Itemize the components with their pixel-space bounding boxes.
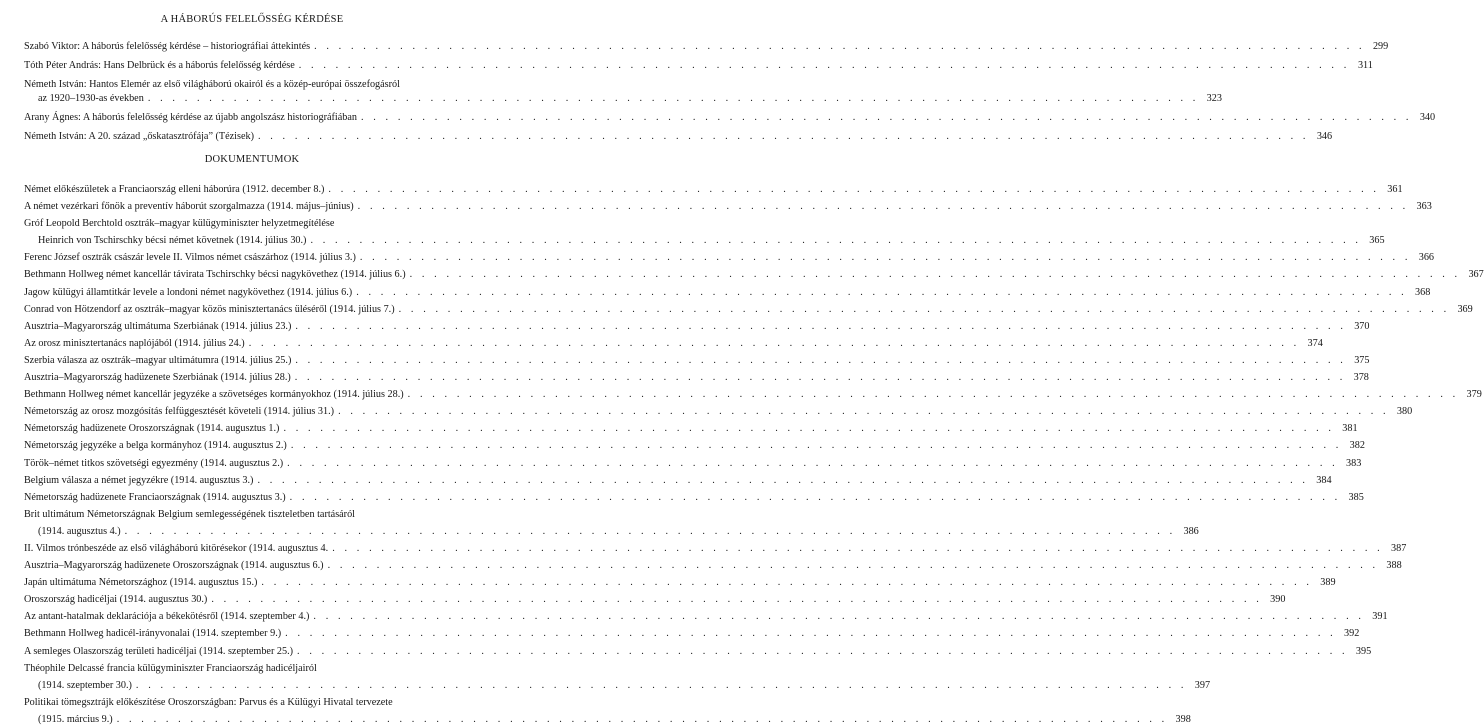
- toc-page-number: 299: [1372, 41, 1389, 52]
- toc-entry-title: A semleges Olaszország területi hadicéljai (1914. szeptember 25.): [24, 645, 294, 657]
- toc-entry: [24, 181, 1403, 198]
- toc-entry-title: Németország jegyzéke a belga kormányhoz (1914. augusztus 2.): [24, 440, 287, 452]
- toc-entry: [24, 625, 1360, 642]
- toc-entry-title: Ausztria–Magyarország hadüzenete Szerbiának (1914. július 28.): [24, 372, 291, 384]
- toc-entry-line: [24, 181, 1403, 198]
- toc-entry: [24, 386, 1482, 403]
- toc-entry-title: az 1920–1930-as években: [38, 93, 144, 105]
- toc-page-number: 346: [1316, 131, 1333, 143]
- toc-page-number: 370: [1354, 320, 1370, 332]
- toc-entry-line: [24, 403, 1413, 420]
- toc-entry: [24, 111, 1436, 125]
- toc-entry: [24, 574, 1336, 591]
- toc-entry-title: Politikai tömegsztrájk előkészítése Oroszországban: Parvus és a Külügyi Hivatal tervezete: [24, 696, 393, 708]
- dot-leader: [356, 284, 1407, 301]
- toc-entry: [24, 78, 1222, 106]
- toc-entry-title: Bethmann Hollweg német kancellár jegyzéke a szövetséges kormányokhoz (1914. július 28.): [24, 389, 404, 401]
- toc-entry-title: Japán ultimátuma Németországhoz (1914. augusztus 15.): [24, 577, 258, 589]
- section-heading-war-guilt: A HÁBORÚS FELELŐSSÉG KÉRDÉSE: [160, 14, 344, 25]
- toc-entry-line: [24, 386, 1482, 403]
- toc-entry: [24, 455, 1362, 472]
- toc-entry: [24, 420, 1358, 437]
- dot-leader: [249, 335, 1300, 352]
- toc-entry-line: [24, 111, 1436, 125]
- dot-leader: [313, 608, 1364, 625]
- section-heading-documents: DOKUMENTUMOK: [204, 154, 300, 165]
- toc-entry-line: [24, 249, 1434, 266]
- toc-entry-title: Szerbia válasza az osztrák–magyar ultimátumra (1914. július 25.): [24, 354, 292, 366]
- toc-entry-line: [24, 677, 1211, 694]
- dot-leader: [299, 59, 1350, 73]
- toc-entry-line: [24, 437, 1365, 454]
- toc-entry-line: [24, 92, 1222, 106]
- toc-page-number: 365: [1369, 235, 1385, 247]
- toc-page-number: 384: [1316, 474, 1332, 486]
- toc-entry-line: [24, 711, 1191, 728]
- toc-page-number: 375: [1354, 354, 1370, 366]
- toc-entry: [24, 130, 1333, 144]
- toc-entry-line: [24, 591, 1286, 608]
- toc-entry-line: [24, 284, 1431, 301]
- dot-leader: [297, 643, 1348, 660]
- toc-entry-title: Bethmann Hollweg hadicél-irányvonalai (1914. szeptember 9.): [24, 628, 282, 640]
- toc-entry-title: Németország hadüzenete Franciaországnak (1914. augusztus 3.): [24, 491, 286, 503]
- dot-leader: [291, 437, 1342, 454]
- toc-page-number: 368: [1415, 286, 1431, 298]
- toc-entry: [24, 352, 1370, 369]
- toc-entry-title: Jagow külügyi államtitkár levele a londoni német nagykövethez (1914. július 6.): [24, 286, 353, 298]
- toc-page-number: 398: [1175, 713, 1191, 725]
- dot-leader: [361, 111, 1412, 125]
- toc-entry-line: [24, 489, 1364, 506]
- toc-entry-line: [24, 130, 1333, 144]
- toc-entry-title: Németh István: A 20. század „őskatasztrófája” (Tézisek): [24, 131, 254, 143]
- toc-entry: [24, 266, 1484, 283]
- toc-entry: [24, 643, 1372, 660]
- toc-page-number: 395: [1355, 645, 1372, 657]
- toc-entry: [24, 472, 1332, 489]
- toc-page-number: 311: [1357, 60, 1373, 72]
- toc-entry: [24, 198, 1432, 215]
- toc-entry-title: (1914. augusztus 4.): [38, 525, 121, 537]
- toc-entry-title: Bethmann Hollweg német kancellár távirata Tschirschky bécsi nagykövethez (1914. július 6.): [24, 269, 406, 281]
- toc-entry-title: Théophile Delcassé francia külügyminiszter Franciaország hadicéljairól: [24, 662, 317, 674]
- toc-entry-line: [24, 420, 1358, 437]
- toc-entry-title: Németország hadüzenete Oroszországnak (1914. augusztus 1.): [24, 423, 280, 435]
- toc-page-number: 388: [1386, 560, 1402, 572]
- toc-entry-title: Gróf Leopold Berchtold osztrák–magyar külügyminiszter helyzetmegítélése: [24, 218, 335, 230]
- toc-entry-title: Belgium válasza a német jegyzékre (1914. augusztus 3.): [24, 474, 254, 486]
- toc-entry-line: [24, 625, 1360, 642]
- toc-entry: [24, 369, 1369, 386]
- toc-entry: [24, 318, 1370, 335]
- toc-entry: [24, 506, 1199, 540]
- toc-entry-title: (1915. március 9.): [38, 713, 113, 725]
- toc-entry-line: [24, 540, 1407, 557]
- dot-leader: [258, 130, 1309, 144]
- toc-entry-line: [24, 369, 1369, 386]
- toc-entry: [24, 403, 1413, 420]
- toc-entry-line: [24, 335, 1323, 352]
- dot-leader: [408, 386, 1459, 403]
- toc-entry-title: Ferenc József osztrák császár levele II. Vilmos német császárhoz (1914. július 3.): [24, 252, 356, 264]
- dot-leader: [148, 92, 1199, 106]
- toc-page-number: 367: [1468, 269, 1484, 281]
- toc-page-number: 387: [1391, 542, 1407, 554]
- toc-entry-line: [24, 523, 1199, 540]
- toc-entry-title: Németh István: Hantos Elemér az első világháború okairól és a közép-európai összefogásról: [24, 79, 400, 91]
- toc-entry: [24, 284, 1431, 301]
- toc-list-studies: [24, 40, 1436, 145]
- toc-entry-line: [24, 643, 1372, 660]
- toc-entry: [24, 437, 1365, 454]
- toc-list-documents: [24, 181, 1484, 728]
- dot-leader: [332, 540, 1383, 557]
- toc-entry-line: [24, 557, 1402, 574]
- toc-page-number: 383: [1346, 457, 1362, 469]
- dot-leader: [399, 301, 1450, 318]
- toc-entry-title: Brit ultimátum Németországnak Belgium semlegességének tiszteletben tartásáról: [24, 508, 355, 520]
- toc-entry: [24, 215, 1385, 249]
- toc-page-number: 397: [1194, 679, 1211, 691]
- toc-entry-title: Tóth Péter András: Hans Delbrück és a háborús felelősség kérdése: [24, 60, 295, 72]
- toc-page-number: 369: [1457, 303, 1473, 315]
- toc-page-number: 392: [1344, 628, 1360, 640]
- toc-entry-title: (1914. szeptember 30.): [38, 679, 132, 691]
- toc-entry-line: [24, 198, 1432, 215]
- toc-entry: [24, 660, 1211, 694]
- toc-entry-line: [24, 215, 486, 232]
- toc-entry-line: [24, 40, 1389, 54]
- toc-page-number: 390: [1270, 594, 1286, 606]
- toc-entry-title: Heinrich von Tschirschky bécsi német követnek (1914. július 30.): [38, 235, 307, 247]
- dot-leader: [125, 523, 1176, 540]
- toc-entry: [24, 335, 1323, 352]
- toc-entry-title: Az orosz minisztertanács naplójából (1914. július 24.): [24, 337, 245, 349]
- toc-entry: [24, 40, 1389, 54]
- toc-entry-title: Conrad von Hötzendorf az osztrák–magyar közös minisztertanács üléséről (1914. július 7.): [24, 303, 395, 315]
- dot-leader: [257, 472, 1308, 489]
- toc-entry-title: Az antant-hatalmak deklarációja a békekötésről (1914. szeptember 4.): [24, 611, 310, 623]
- dot-leader: [295, 318, 1346, 335]
- toc-page-number: 366: [1418, 252, 1434, 264]
- toc-entry-line: [24, 472, 1332, 489]
- toc-page-number: 361: [1387, 184, 1403, 195]
- toc-entry-title: Arany Ágnes: A háborús felelősség kérdése az újabb angolszász historiográfiában: [24, 112, 357, 124]
- toc-entry: [24, 557, 1402, 574]
- dot-leader: [328, 557, 1379, 574]
- toc-entry-line: [24, 59, 1373, 73]
- toc-entry-line: [24, 352, 1370, 369]
- toc-entry: [24, 59, 1373, 73]
- toc-entry: [24, 694, 1191, 728]
- toc-page-number: 386: [1183, 525, 1199, 537]
- dot-leader: [285, 625, 1336, 642]
- toc-entry-line: [24, 266, 1484, 283]
- toc-entry: [24, 489, 1364, 506]
- dot-leader: [328, 181, 1379, 198]
- dot-leader: [287, 455, 1338, 472]
- toc-page-number: 323: [1206, 93, 1222, 105]
- toc-page-number: 363: [1416, 201, 1432, 213]
- toc-page-number: 374: [1307, 337, 1323, 349]
- dot-leader: [410, 266, 1461, 283]
- toc-page-number: 385: [1348, 491, 1364, 503]
- toc-entry-line: [24, 318, 1370, 335]
- toc-entry-title: Ausztria–Magyarország hadüzenete Oroszországnak (1914. augusztus 6.): [24, 560, 324, 572]
- toc-entry-title: II. Vilmos trónbeszéde az első világháború kitörésekor (1914. augusztus 4.: [24, 542, 329, 554]
- dot-leader: [283, 420, 1334, 437]
- dot-leader: [295, 352, 1346, 369]
- dot-leader: [310, 232, 1361, 249]
- toc-entry: [24, 301, 1473, 318]
- toc-entry-title: Szabó Viktor: A háborús felelősség kérdése – historiográfiai áttekintés: [24, 41, 311, 52]
- toc-entry-title: Ausztria–Magyarország ultimátuma Szerbiának (1914. július 23.): [24, 320, 292, 332]
- toc-page-number: 389: [1320, 577, 1336, 589]
- toc-entry-line: [24, 608, 1388, 625]
- toc-entry-title: Németország az orosz mozgósítás felfüggesztését követeli (1914. július 31.): [24, 406, 335, 418]
- toc-entry-title: Török–német titkos szövetségi egyezmény (1914. augusztus 2.): [24, 457, 284, 469]
- toc-entry: [24, 591, 1286, 608]
- toc-entry-line: [24, 506, 486, 523]
- toc-entry-line: [24, 694, 486, 711]
- dot-leader: [358, 198, 1409, 215]
- toc-page-number: 391: [1372, 611, 1388, 623]
- dot-leader: [136, 677, 1187, 694]
- dot-leader: [261, 574, 1312, 591]
- dot-leader: [360, 249, 1411, 266]
- dot-leader: [290, 489, 1341, 506]
- toc-entry-line: [24, 660, 486, 677]
- toc-entry-line: [24, 78, 486, 92]
- dot-leader: [338, 403, 1389, 420]
- toc-entry-line: [24, 301, 1473, 318]
- toc-entry-title: Német előkészületek a Franciaország elleni háborúra (1912. december 8.): [24, 184, 325, 195]
- dot-leader: [314, 40, 1365, 54]
- dot-leader: [295, 369, 1346, 386]
- toc-entry-line: [24, 455, 1362, 472]
- toc-page-number: 379: [1466, 389, 1482, 401]
- toc-entry-title: Oroszország hadicéljai (1914. augusztus 30.): [24, 594, 208, 606]
- dot-leader: [211, 591, 1262, 608]
- toc-entry: [24, 540, 1407, 557]
- toc-page-number: 378: [1353, 372, 1369, 384]
- toc-page-number: 381: [1342, 423, 1358, 435]
- toc-entry-title: A német vezérkari főnök a preventív háborút szorgalmazza (1914. május–június): [24, 201, 354, 213]
- toc-page-number: 380: [1396, 406, 1413, 418]
- toc-page-number: 340: [1419, 112, 1436, 124]
- toc-entry: [24, 608, 1388, 625]
- toc-entry-line: [24, 232, 1385, 249]
- toc-entry-line: [24, 574, 1336, 591]
- toc-entry: [24, 249, 1434, 266]
- dot-leader: [117, 711, 1168, 728]
- toc-page-number: 382: [1349, 440, 1365, 452]
